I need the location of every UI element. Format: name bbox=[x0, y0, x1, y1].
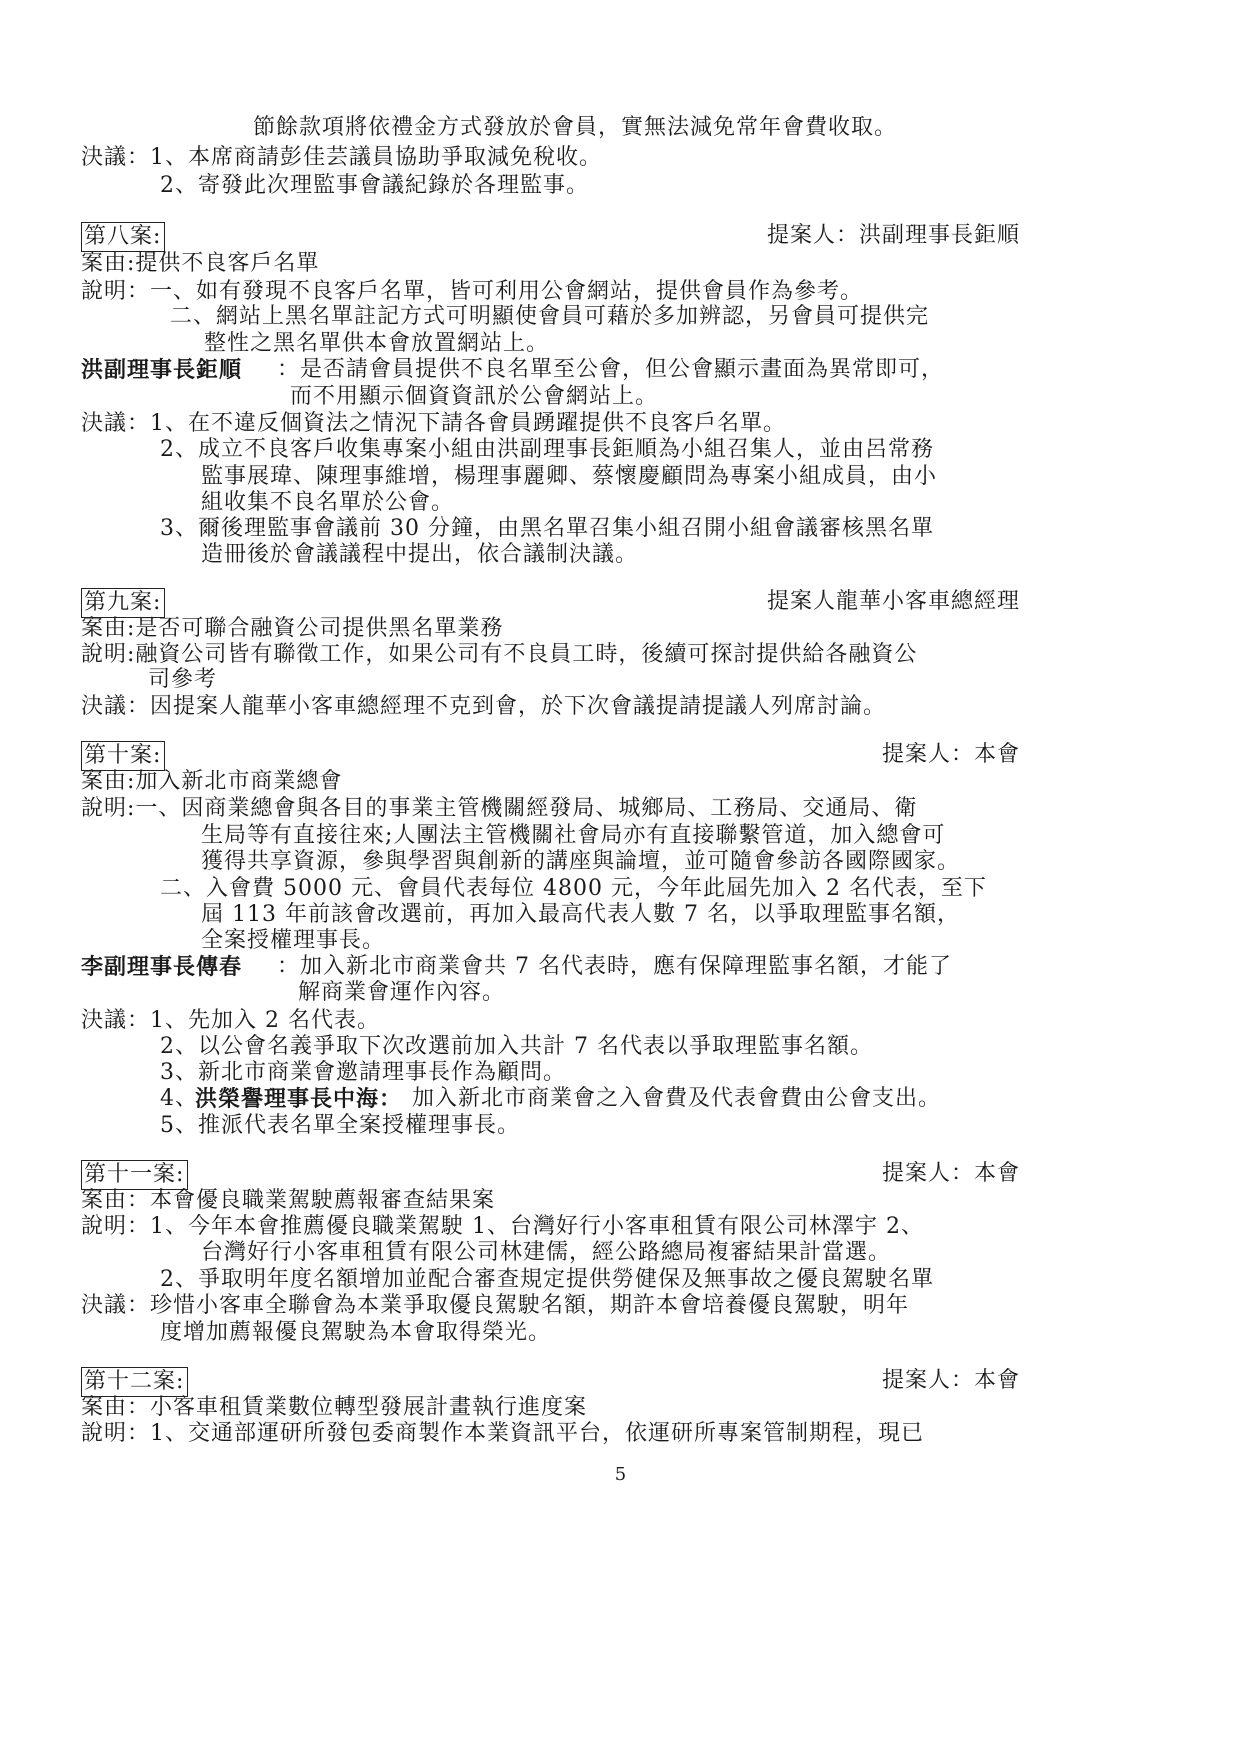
case-9-subject: 案由:是否可聯合融資公司提供黑名單業務 bbox=[81, 616, 504, 641]
case-10-explanation: 屆 113 年前該會改選前，再加入最高代表人數 7 名，以爭取理監事名額， bbox=[201, 902, 960, 927]
case-10-explanation: 說明:一、因商業總會與各目的事業主管機關經發局、城鄉局、工務局、交通局、衛 bbox=[81, 796, 918, 821]
case-9-explanation: 司參考 bbox=[148, 667, 218, 692]
resolution-line: 決議：珍惜小客車全聯會為本業爭取優良駕駛名額，期許本會培養優良駕駛，明年 bbox=[81, 1293, 910, 1318]
case-11-explanation: 說明：1、今年本會推薦優良職業駕駛 1、台灣好行小客車租賃有限公司林澤宇 2、 bbox=[81, 1214, 924, 1239]
case-10-explanation: 獲得共享資源，參與學習與創新的講座與論壇，並可隨會參訪各國際國家。 bbox=[201, 849, 961, 874]
case-8-explanation: 整性之黑名單供本會放置網站上。 bbox=[204, 331, 550, 356]
case-8-title: 第八案: bbox=[81, 222, 165, 252]
case-9-proposer: 提案人龍華小客車總經理 bbox=[766, 589, 1020, 614]
case-8-explanation: 二、網站上黑名單註記方式可明顯使會員可藉於多加辨認，另會員可提供完 bbox=[170, 304, 930, 329]
resolution-line: 監事展瑋、陳理事維增，楊理事麗卿、蔡懷慶顧問為專案小組成員，由小 bbox=[201, 464, 938, 489]
resolution-line: 度增加薦報優良駕駛為本會取得榮光。 bbox=[160, 1320, 552, 1345]
speaker-remark: 而不用顯示個資資訊於公會網站上。 bbox=[290, 384, 659, 409]
case-10-explanation: 生局等有直接往來;人團法主管機關社會局亦有直接聯繫管道，加入總會可 bbox=[201, 823, 946, 848]
case-12-subject: 案由：小客車租賃業數位轉型發展計畫執行進度案 bbox=[81, 1395, 588, 1420]
resolution-line: 組收集不良名單於公會。 bbox=[201, 490, 455, 515]
case-10-proposer: 提案人：本會 bbox=[881, 742, 1020, 767]
resolution-line: 2、成立不良客戶收集專案小組由洪副理事長鉅順為小組召集人，並由呂常務 bbox=[160, 437, 934, 462]
resolution-line: 決議：因提案人龍華小客車總經理不克到會，於下次會議提請提議人列席討論。 bbox=[81, 694, 887, 719]
case-11-explanation: 2、爭取明年度名額增加並配合審查規定提供勞健保及無事故之優良駕駛名單 bbox=[160, 1267, 934, 1292]
case-8-subject: 案由:提供不良客戶名單 bbox=[81, 251, 320, 276]
case-11-proposer: 提案人：本會 bbox=[881, 1161, 1020, 1186]
case-11-subject: 案由：本會優良職業駕駛薦報審查結果案 bbox=[81, 1188, 496, 1213]
case-10-subject: 案由:加入新北市商業總會 bbox=[81, 769, 343, 794]
speaker-name: 洪榮譽理事長中海： bbox=[195, 1086, 403, 1112]
speaker-name: 洪副理事長鉅順 bbox=[81, 357, 243, 383]
case-8-explanation: 說明：一、如有發現不良客戶名單，皆可利用公會網站，提供會員作為參考。 bbox=[81, 279, 864, 304]
resolution-line: 決議：1、在不違反個資法之情況下請各會員踴躍提供不良客戶名單。 bbox=[81, 411, 786, 436]
case-9-title: 第九案: bbox=[81, 588, 165, 618]
case-12-title: 第十二案: bbox=[81, 1367, 188, 1397]
resolution-line: 2、以公會名義爭取下次改選前加入共計 7 名代表以爭取理監事名額。 bbox=[160, 1034, 873, 1059]
case-10-explanation: 二、入會費 5000 元、會員代表每位 4800 元，今年此屆先加入 2 名代表，至下 bbox=[160, 876, 987, 901]
case-12-proposer: 提案人：本會 bbox=[881, 1368, 1020, 1393]
case-10-title: 第十案: bbox=[81, 741, 165, 771]
speaker-name: 李副理事長傳春 bbox=[81, 954, 243, 980]
resolution-line: 加入新北市商業會之入會費及代表會費由公會支出。 bbox=[412, 1086, 942, 1111]
text-line: 節餘款項將依禮金方式發放於會員，實無法減免常年會費收取。 bbox=[253, 115, 898, 140]
case-9-explanation: 說明:融資公司皆有聯徵工作，如果公司有不良員工時，後續可探討提供給各融資公 bbox=[81, 642, 918, 667]
resolution-line: 3、新北市商業會邀請理事長作為顧問。 bbox=[160, 1060, 566, 1085]
resolution-line: 決議：1、先加入 2 名代表。 bbox=[81, 1008, 380, 1033]
resolution-line: 3、爾後理監事會議前 30 分鐘，由黑名單召集小組召開小組會議審核黑名單 bbox=[160, 516, 934, 541]
resolution-line: 決議：1、本席商請彭佳芸議員協助爭取減免稅收。 bbox=[81, 145, 602, 170]
resolution-line: 4、 bbox=[160, 1086, 198, 1111]
case-12-explanation: 說明：1、交通部運研所發包委商製作本業資訊平台，依運研所專案管制期程，現已 bbox=[81, 1421, 924, 1446]
resolution-line: 造冊後於會議議程中提出，依合議制決議。 bbox=[201, 542, 639, 567]
case-8-proposer: 提案人：洪副理事長鉅順 bbox=[766, 223, 1020, 248]
speaker-remark: 解商業會運作內容。 bbox=[298, 980, 506, 1005]
page-number: 5 bbox=[614, 1464, 627, 1485]
case-11-explanation: 台灣好行小客車租賃有限公司林建儒，經公路總局複審結果計當選。 bbox=[201, 1240, 892, 1265]
resolution-line: 2、寄發此次理監事會議紀錄於各理監事。 bbox=[160, 173, 589, 198]
case-10-explanation: 全案授權理事長。 bbox=[201, 928, 386, 953]
resolution-line: 5、推派代表名單全案授權理事長。 bbox=[160, 1113, 520, 1138]
speaker-remark: ：加入新北市商業會共 7 名代表時，應有保障理監事名額，才能了 bbox=[277, 954, 952, 979]
case-11-title: 第十一案: bbox=[81, 1160, 188, 1190]
speaker-remark: ：是否請會員提供不良名單至公會，但公會顯示畫面為異常即可， bbox=[277, 357, 945, 382]
